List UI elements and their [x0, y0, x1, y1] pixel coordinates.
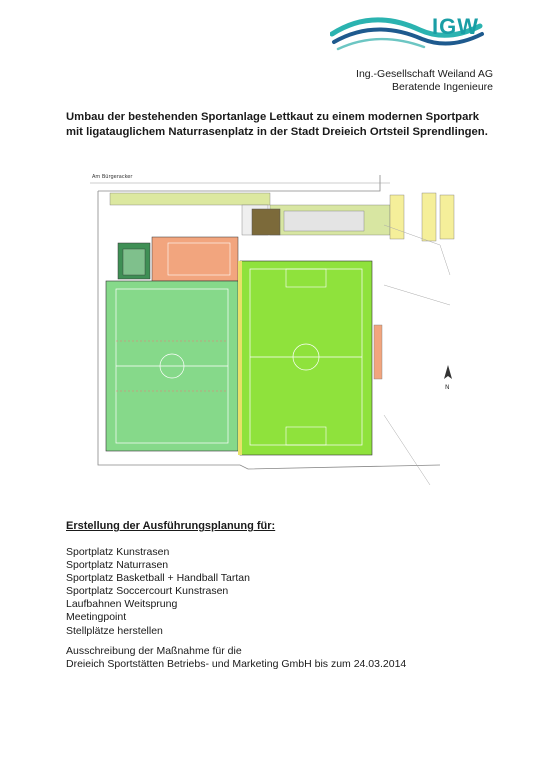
natural-turf-field [240, 261, 372, 455]
list-item: Meetingpoint [66, 611, 127, 624]
tartan-court [152, 237, 238, 281]
site-plan [90, 165, 462, 505]
company-line-2: Beratende Ingenieure [392, 81, 493, 93]
list-item: Sportplatz Naturrasen [66, 559, 169, 572]
list-item: Sportplatz Soccercourt Kunstrasen [66, 585, 229, 598]
street-label: Am Bürgeracker [92, 174, 133, 180]
list-item: Stellplätze herstellen [66, 624, 163, 637]
tender-note [66, 645, 406, 671]
document-title: Umbau der bestehenden Sportanlage Lettkaut zu einem modernen Sportpark mit ligatauglichem Naturrasenplatz in der Stadt Dreieich Ortsteil Sprendlingen. [66, 111, 488, 138]
list-item: Sportplatz Kunstrasen [66, 546, 170, 558]
tender-line-1: Ausschreibung der Maßnahme für die [66, 645, 242, 657]
building-block [252, 209, 280, 235]
north-label: N [445, 384, 450, 391]
logo-wordmark: IGW [432, 14, 479, 39]
section-heading: Erstellung der Ausführungsplanung für: [66, 520, 276, 532]
list-item: Sportplatz Basketball + Handball Tartan [66, 572, 250, 585]
list-item: Laufbahnen Weitsprung [66, 598, 178, 611]
company-line-1: Ing.-Gesellschaft Weiland AG [356, 68, 493, 80]
tender-line-2: Dreieich Sportstätten Betriebs- und Marketing GmbH bis zum 24.03.2014 [66, 658, 407, 671]
company-name [356, 68, 493, 94]
work-items-list [66, 546, 250, 638]
